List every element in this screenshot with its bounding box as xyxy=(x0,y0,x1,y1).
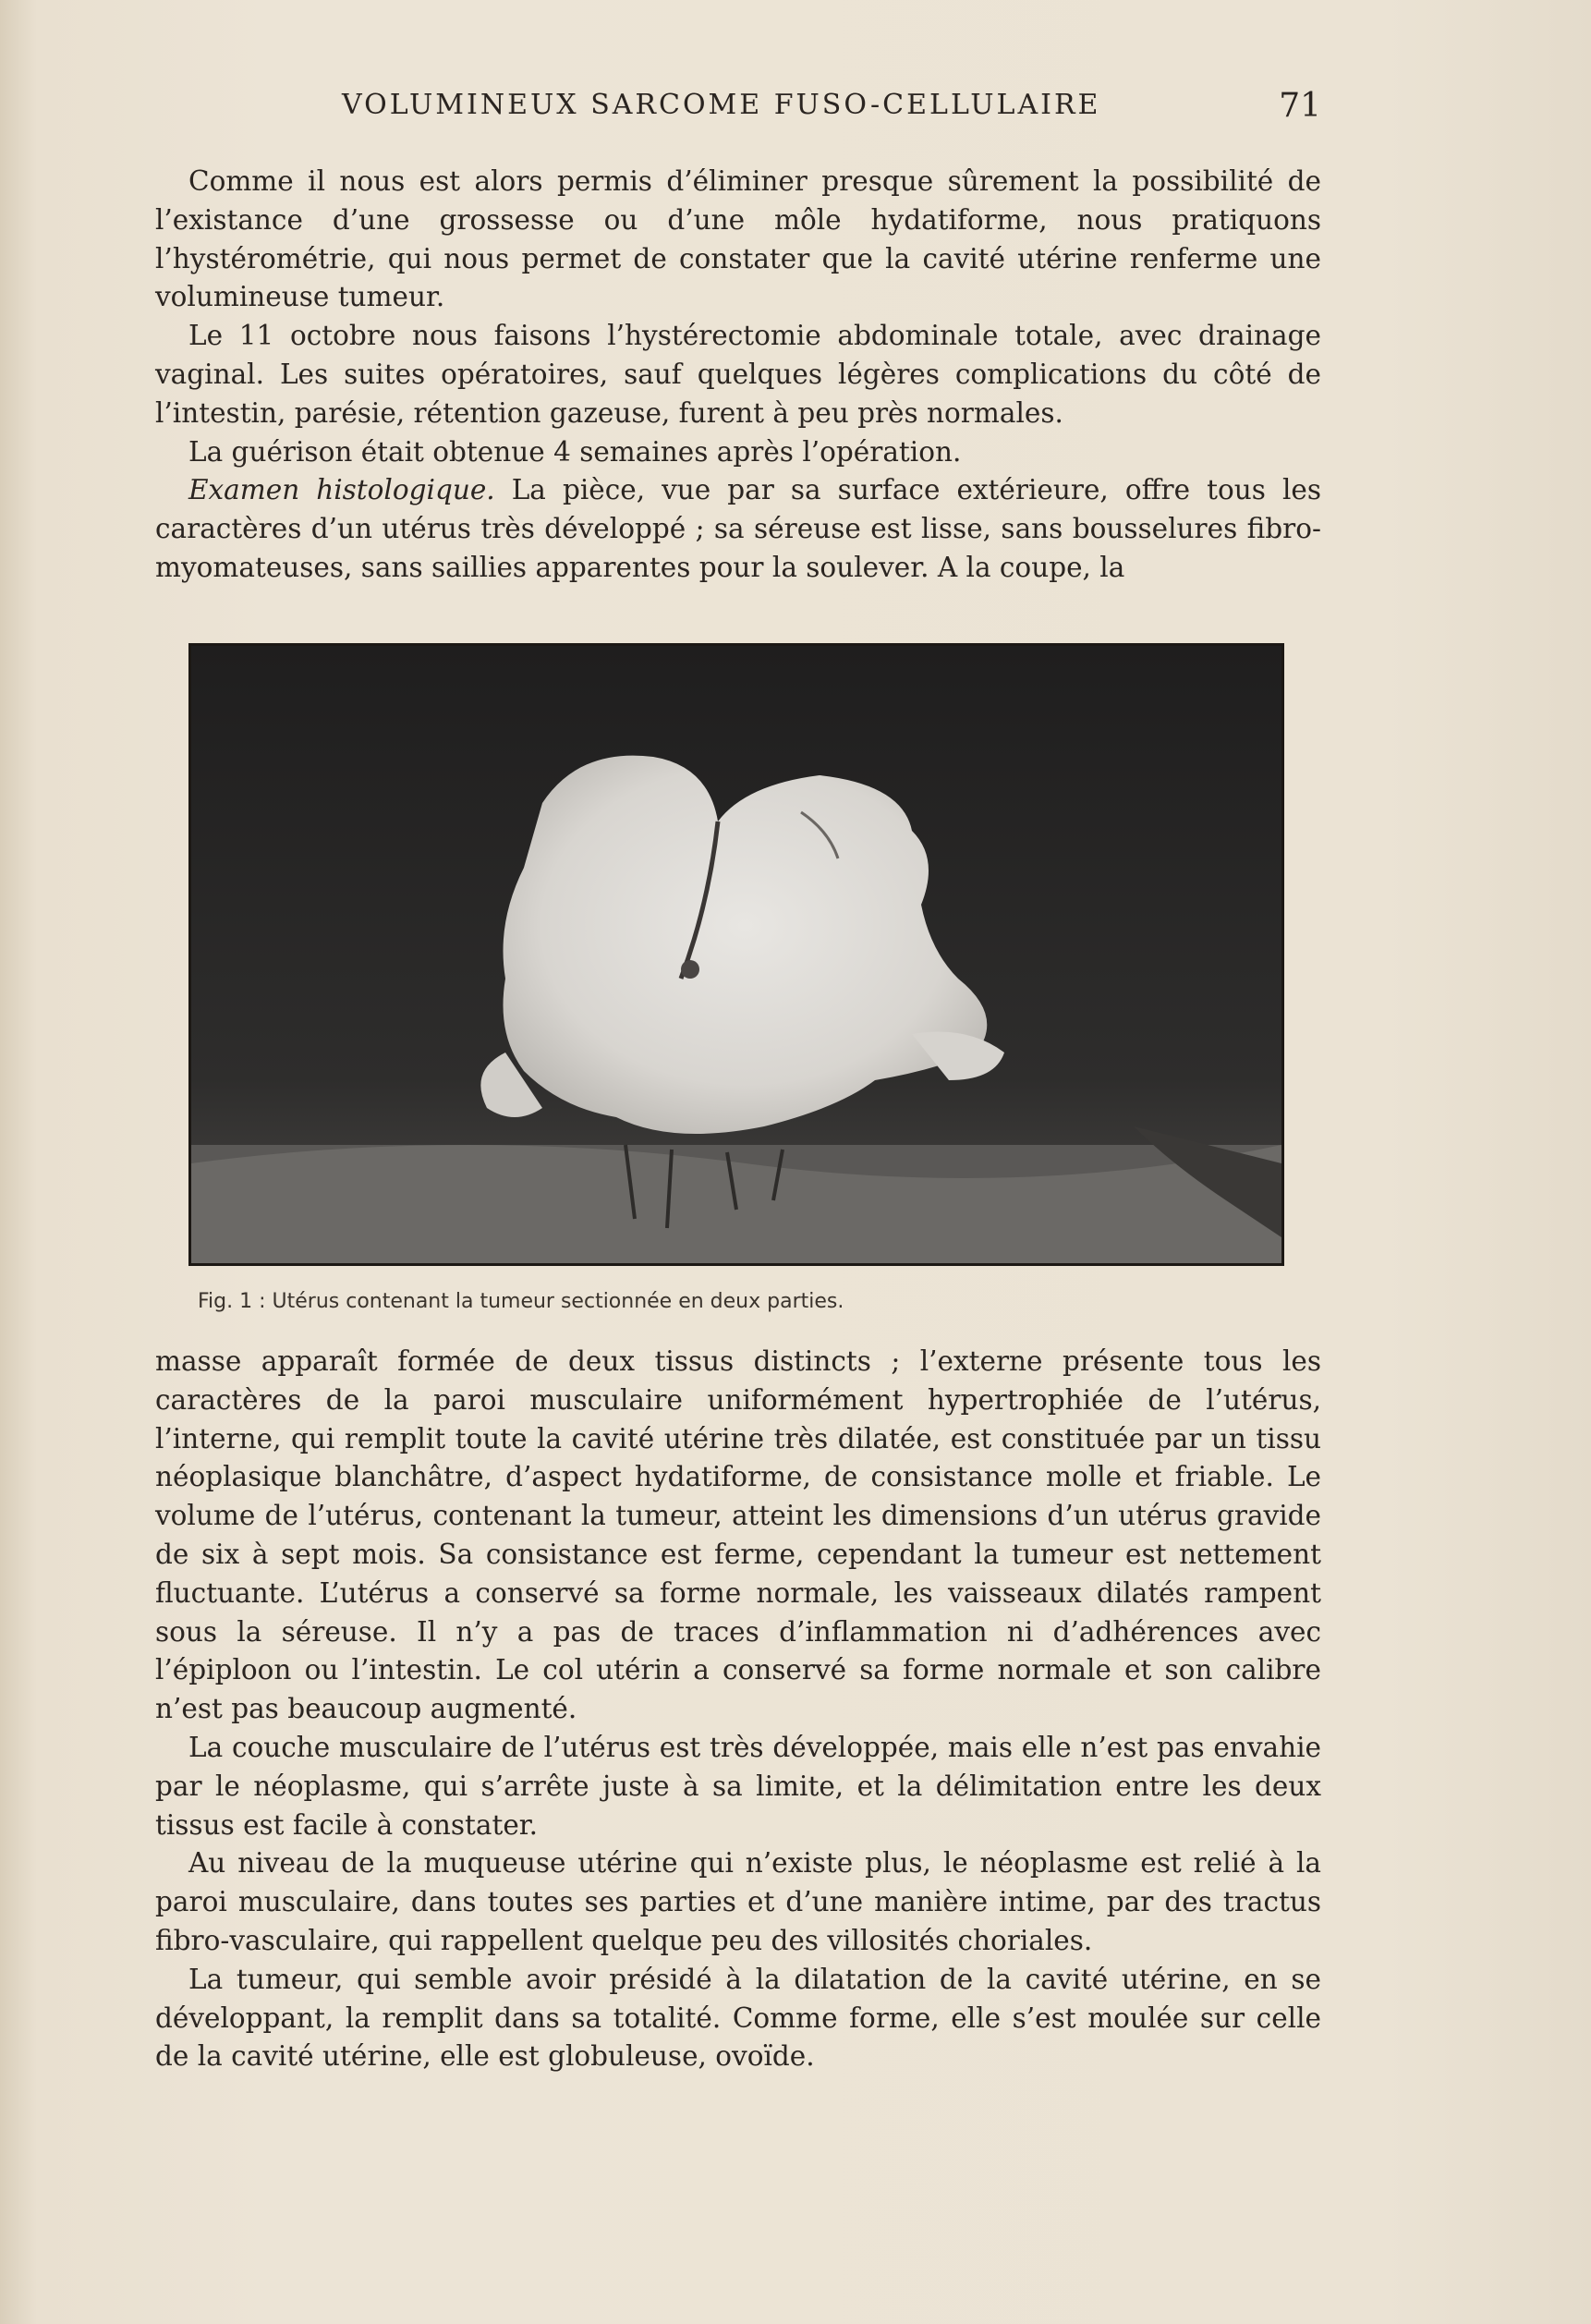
specimen-photo-illustration xyxy=(191,646,1281,1263)
text-block-top xyxy=(155,163,1321,588)
page-number: 71 xyxy=(1279,87,1321,125)
running-title: VOLUMINEUX SARCOME FUSO-CELLULAIRE xyxy=(342,89,1101,121)
exam-text: La pièce, vue par sa surface extérieure, offre tous les caractères d’un utérus très développé ; sa séreuse est lisse, sans bousselures fibro-myomateuses, sans saillies apparentes pour la soulever. A la coupe, la xyxy=(155,474,1321,583)
paragraph: La couche musculaire de l’utérus est très développée, mais elle n’est pas envahie par le néoplasme, qui s’arrête juste à sa limite, et la délimitation entre les deux tissus est facile à constater. xyxy=(155,1731,1321,1841)
running-head xyxy=(157,89,1321,133)
paragraph-exam xyxy=(155,471,1321,587)
paragraph: Le 11 octobre nous faisons l’hystérectomie abdominale totale, avec drainage vaginal. Les suites opératoires, sauf quelques légères complications du côté de l’intestin, parésie, rétention gazeuse, furent à peu près normales. xyxy=(155,320,1321,429)
figure-photo xyxy=(188,643,1284,1266)
text-block-bottom xyxy=(155,1343,1321,2076)
exam-lead: Examen histologique. xyxy=(188,474,495,506)
paragraph: La guérison était obtenue 4 semaines après l’opération. xyxy=(188,435,962,468)
paragraph: La tumeur, qui semble avoir présidé à la dilatation de la cavité utérine, en se développant, la remplit dans sa totalité. Comme forme, elle s’est moulée sur celle de la cavité utérine, elle est globuleuse, ovoïde. xyxy=(155,1963,1321,2073)
paragraph: masse apparaît formée de deux tissus distincts ; l’externe présente tous les caractères de la paroi musculaire uniformément hypertrophiée de l’utérus, l’interne, qui remplit toute la cavité utérine très dilatée, est constituée par un tissu néoplasique blanchâtre, d’aspect hydatiforme, de consistance molle et friable. Le volume de l’utérus, contenant la tumeur, atteint les dimensions d’un utérus gravide de six à sept mois. Sa consistance est ferme, cependant la tumeur est nettement fluctuante. L’utérus a conservé sa forme normale, les vaisseaux dilatés rampent sous la séreuse. Il n’y a pas de traces d’inflammation ni d’adhérences avec l’épiploon ou l’intestin. Le col utérin a conservé sa forme normale et son calibre n’est pas beaucoup augmenté. xyxy=(155,1345,1321,1725)
paragraph: Comme il nous est alors permis d’éliminer presque sûrement la possibilité de l’existance d’une grossesse ou d’une môle hydatiforme, nous pratiquons l’hystérométrie, qui nous permet de constater que la cavité utérine renferme une volumineuse tumeur. xyxy=(155,165,1321,313)
figure-caption: Fig. 1 : Utérus contenant la tumeur sectionnée en deux parties. xyxy=(198,1290,844,1313)
paragraph: Au niveau de la muqueuse utérine qui n’existe plus, le néoplasme est relié à la paroi musculaire, dans toutes ses parties et d’une manière intime, par des tractus fibro-vasculaire, qui rappellent quelque peu des villosités choriales. xyxy=(155,1847,1321,1956)
